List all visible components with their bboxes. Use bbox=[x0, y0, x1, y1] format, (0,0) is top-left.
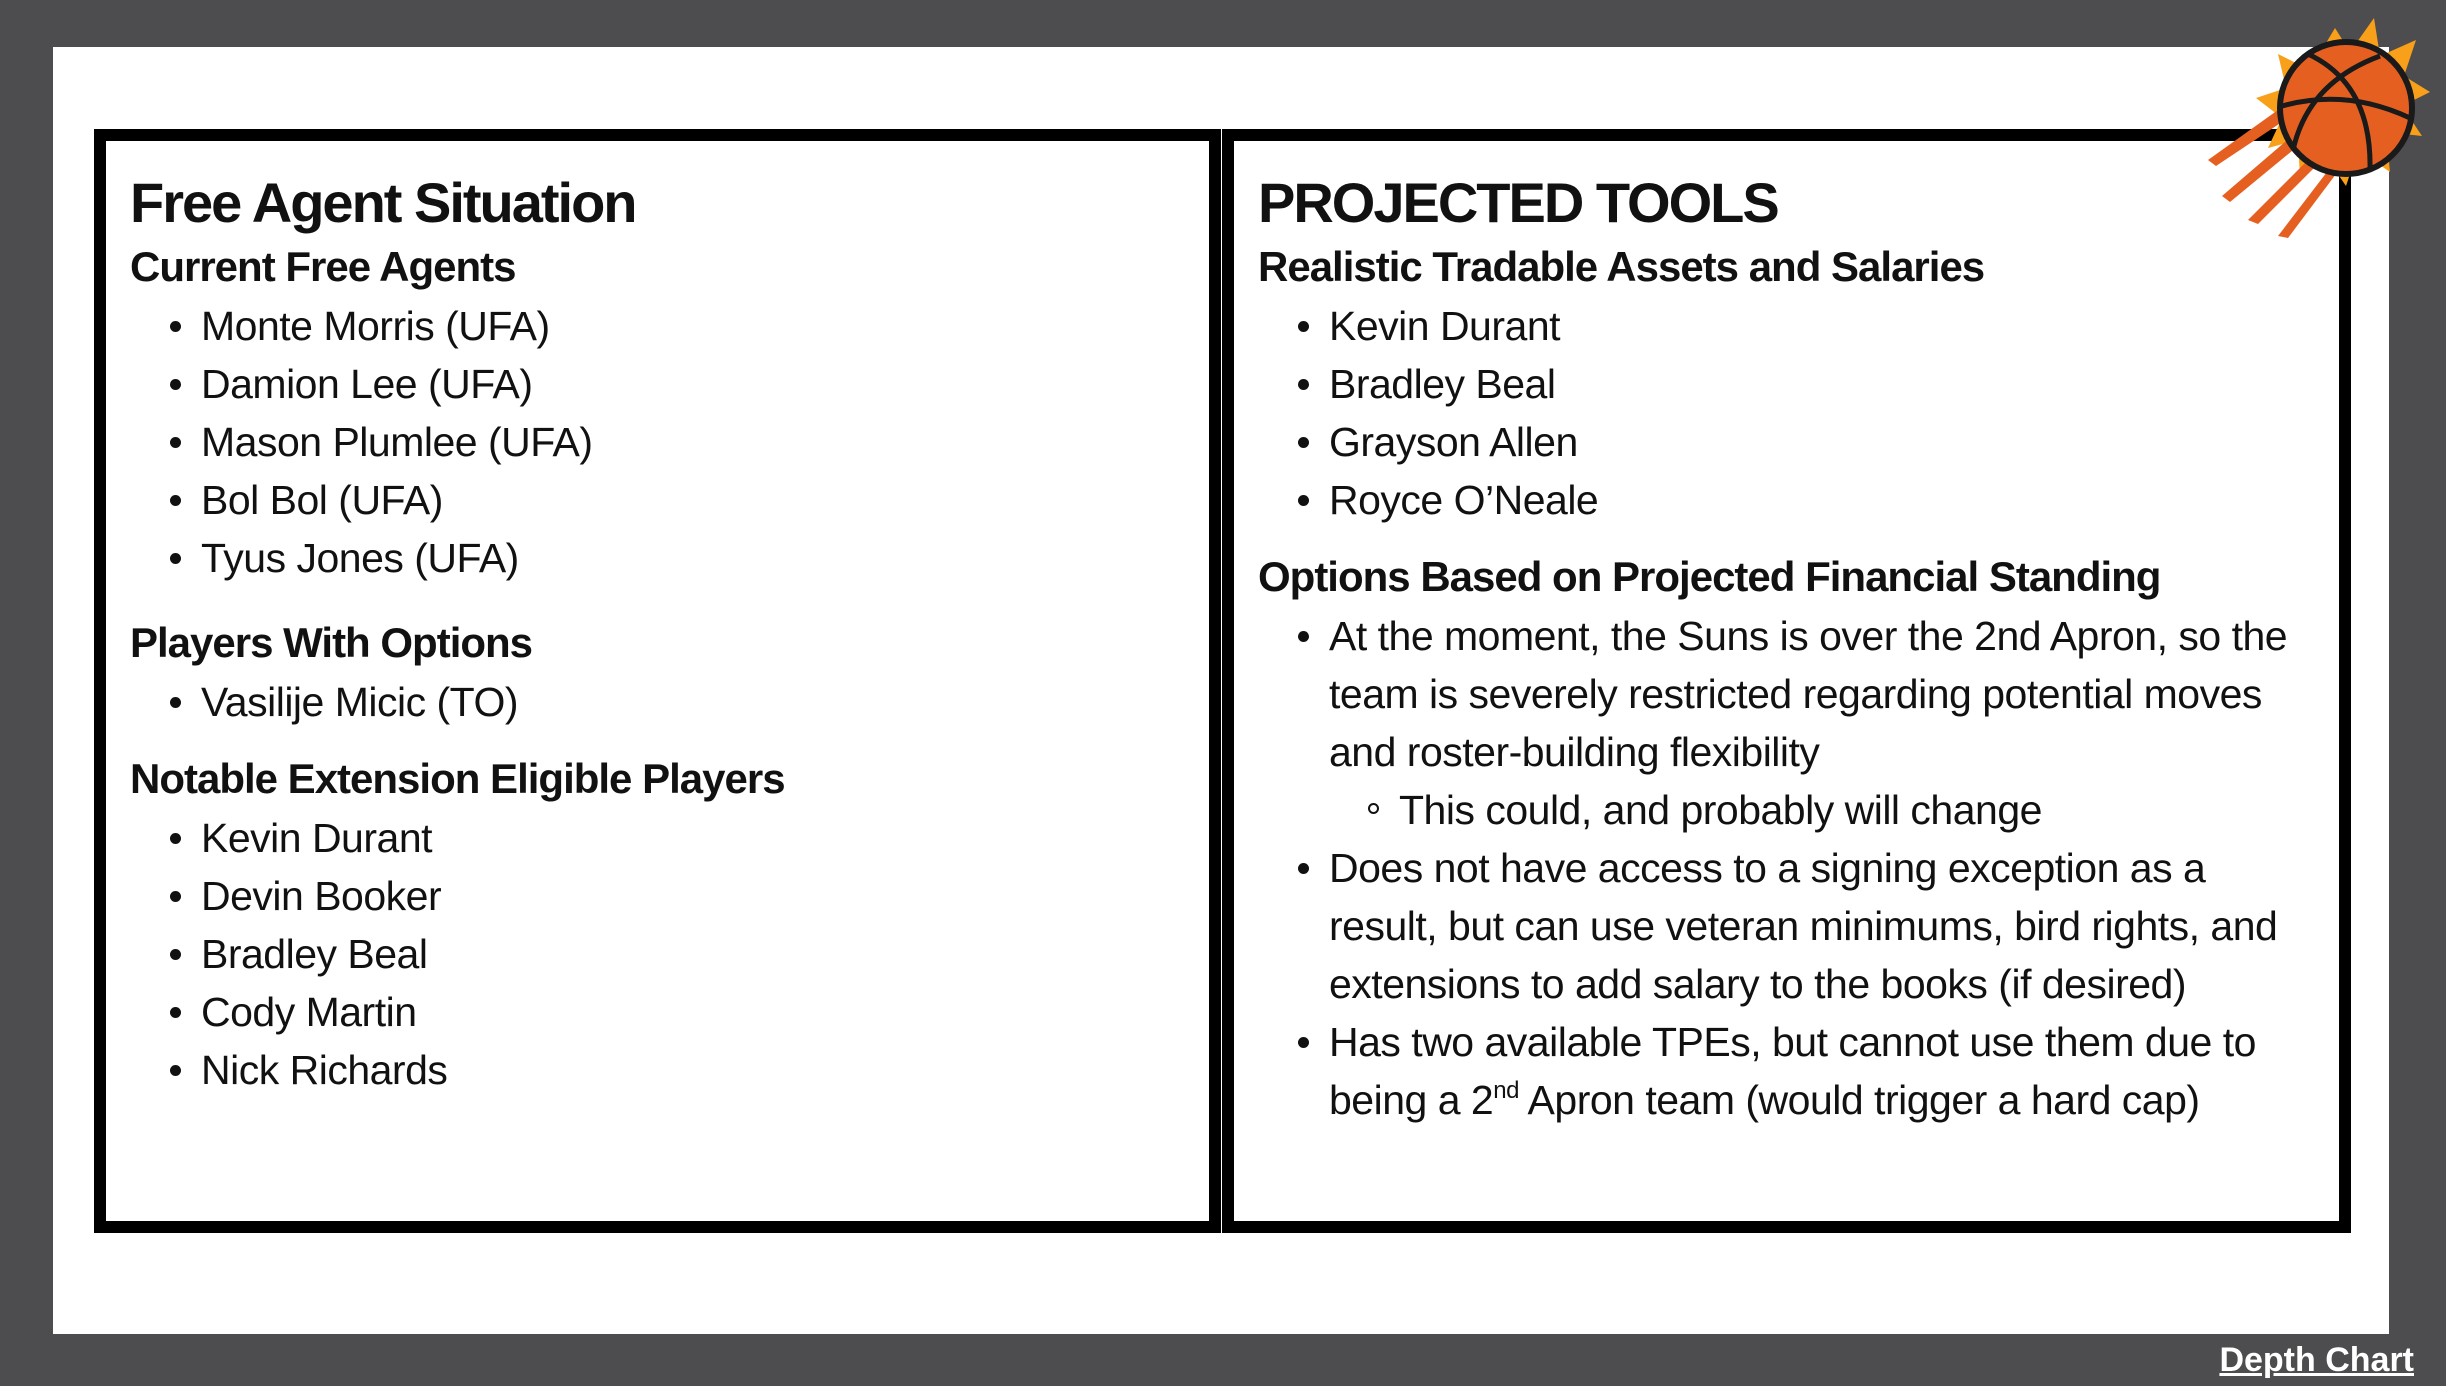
projected-tools-panel bbox=[1222, 129, 2351, 1233]
list-item: Tyus Jones (UFA) bbox=[130, 529, 1185, 587]
options-list bbox=[130, 673, 1185, 731]
list-item: Monte Morris (UFA) bbox=[130, 297, 1185, 355]
ordinal-superscript: nd bbox=[1493, 1077, 1519, 1104]
list-item: Damion Lee (UFA) bbox=[130, 355, 1185, 413]
extension-eligible-list bbox=[130, 809, 1185, 1099]
sub-list-item: This could, and probably will change bbox=[1258, 781, 2315, 839]
list-item: Kevin Durant bbox=[130, 809, 1185, 867]
list-item: Bradley Beal bbox=[1258, 355, 2315, 413]
section-heading: Current Free Agents bbox=[130, 243, 516, 290]
list-item: Nick Richards bbox=[130, 1041, 1185, 1099]
bullet-text: Has two available TPEs, but cannot use them due to being a 2 bbox=[1329, 1019, 2256, 1123]
list-item: Royce O’Neale bbox=[1258, 471, 2315, 529]
depth-chart-link[interactable]: Depth Chart bbox=[2219, 1341, 2414, 1379]
section-heading: Realistic Tradable Assets and Salaries bbox=[1258, 243, 1985, 290]
list-item: Bradley Beal bbox=[130, 925, 1185, 983]
slide bbox=[53, 47, 2389, 1334]
list-item: Vasilije Micic (TO) bbox=[130, 673, 1185, 731]
assets-list bbox=[1258, 297, 2315, 529]
list-item: Kevin Durant bbox=[1258, 297, 2315, 355]
panel-title: PROJECTED TOOLS bbox=[1258, 171, 1778, 234]
bullet-text: Apron team (would trigger a hard cap) bbox=[1518, 1077, 2200, 1123]
panel-title: Free Agent Situation bbox=[130, 171, 636, 234]
section-heading: Options Based on Projected Financial Standing bbox=[1258, 553, 2161, 600]
free-agents-list bbox=[130, 297, 1185, 587]
phoenix-suns-logo-icon bbox=[2160, 10, 2430, 240]
list-item: Cody Martin bbox=[130, 983, 1185, 1041]
section-heading: Notable Extension Eligible Players bbox=[130, 755, 785, 802]
list-item: Does not have access to a signing exception as a result, but can use veteran minimums, bird rights, and extensions to add salary to the books (if desired) bbox=[1258, 839, 2315, 1013]
list-item: Bol Bol (UFA) bbox=[130, 471, 1185, 529]
list-item: Mason Plumlee (UFA) bbox=[130, 413, 1185, 471]
free-agent-panel bbox=[94, 129, 1221, 1233]
financial-options-list bbox=[1258, 607, 2315, 1129]
section-heading: Players With Options bbox=[130, 619, 533, 666]
list-item: At the moment, the Suns is over the 2nd Apron, so the team is severely restricted regarding potential moves and roster-building flexibility bbox=[1258, 607, 2315, 781]
list-item: Devin Booker bbox=[130, 867, 1185, 925]
list-item: Grayson Allen bbox=[1258, 413, 2315, 471]
list-item bbox=[1258, 1013, 2315, 1129]
